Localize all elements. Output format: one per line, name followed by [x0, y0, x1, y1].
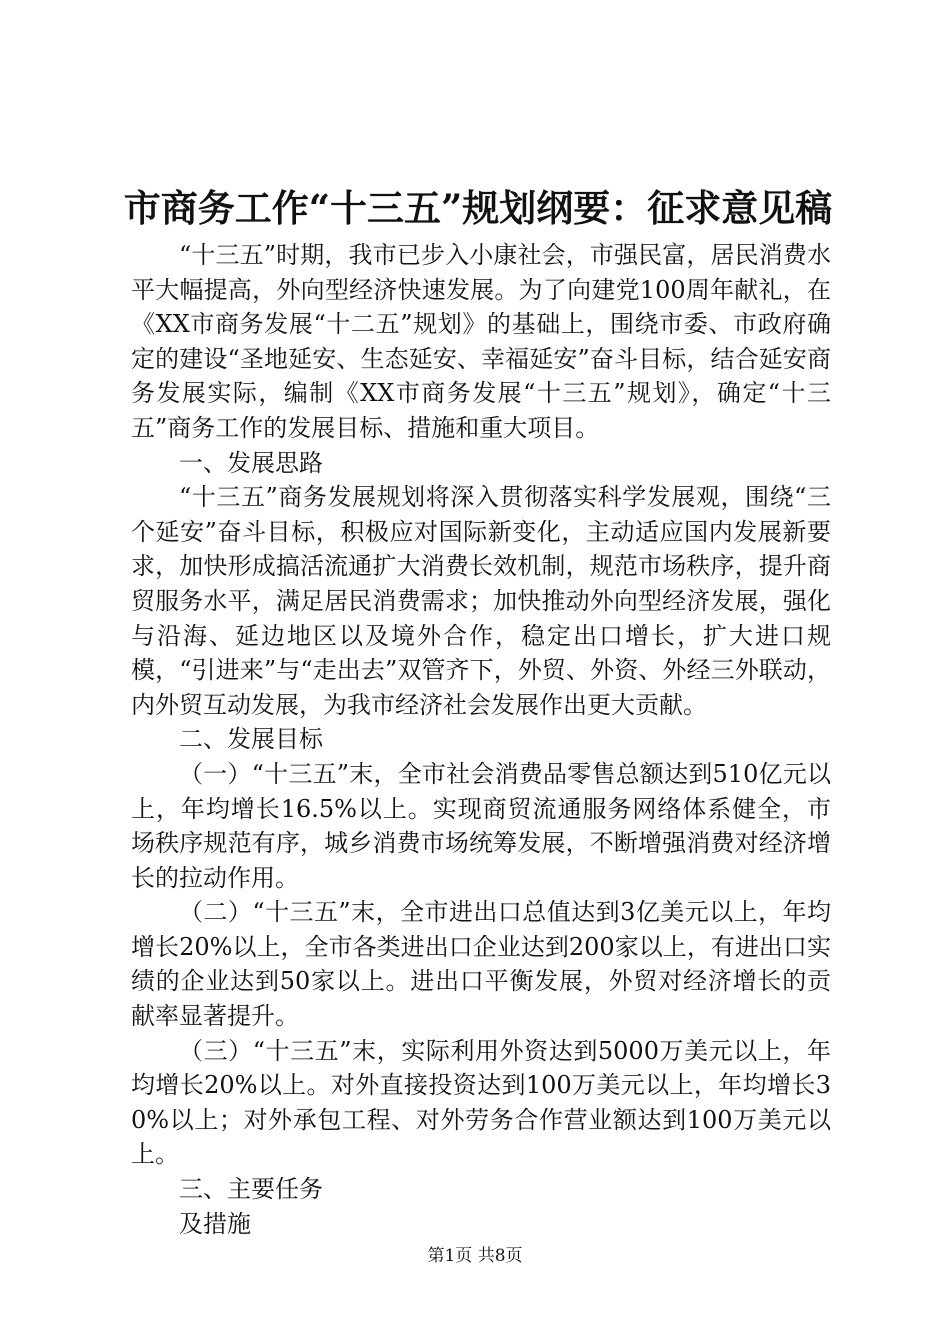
document-title: 市商务工作“十三五”规划纲要：征求意见稿 — [123, 186, 833, 230]
goal-3-paragraph: （三）“十三五”末，实际利用外资达到5000万美元以上，年均增长20%以上。对外直接投资达到100万美元以上，年均增长30%以上；对外承包工程、对外劳务合作营业额达到100万美元以上。 — [131, 1036, 831, 1169]
goal-2-paragraph: （二）“十三五”末，全市进出口总值达到3亿美元以上，年均增长20%以上，全市各类进出口企业达到200家以上，有进出口实绩的企业达到50家以上。进出口平衡发展，外贸对经济增长的贡献率显著提升。 — [131, 898, 831, 1031]
development-approach-paragraph: “十三五”商务发展规划将深入贯彻落实科学发展观，围绕“三个延安”奋斗目标，积极应对国际新变化，主动适应国内发展新要求，加快形成搞活流通扩大消费长效机制，规范市场秩序，提升商贸服务水平，满足居民消费需求；加快推动外向型经济发展，强化与沿海、延边地区以及境外合作，稳定出口增长，扩大进口规模，“引进来”与“走出去”双管齐下，外贸、外资、外经三外联动，内外贸互动发展，为我市经济社会发展作出更大贡献。 — [131, 483, 831, 719]
section-heading-development-goals: 二、发展目标 — [179, 725, 323, 754]
page-footer: 第1页 共8页 — [427, 1246, 523, 1266]
section-heading-development-approach: 一、发展思路 — [179, 448, 323, 477]
intro-paragraph: “十三五”时期，我市已步入小康社会，市强民富，居民消费水平大幅提高，外向型经济快速发展。为了向建党100周年献礼，在《XX市商务发展“十二五”规划》的基础上，围绕市委、市政府确定的建设“圣地延安、生态延安、幸福延安”奋斗目标，结合延安商务发展实际，编制《XX市商务发展“十三五”规划》，确定“十三五”商务工作的发展目标、措施和重大项目。 — [131, 241, 831, 442]
document-body — [131, 238, 831, 1241]
section-heading-main-tasks: 三、主要任务 — [179, 1175, 323, 1204]
section-heading-main-tasks-continued: 及措施 — [179, 1209, 251, 1238]
goal-1-paragraph: （一）“十三五”末，全市社会消费品零售总额达到510亿元以上，年均增长16.5%以上。实现商贸流通服务网络体系健全，市场秩序规范有序，城乡消费市场统筹发展，不断增强消费对经济增长的拉动作用。 — [131, 759, 831, 892]
